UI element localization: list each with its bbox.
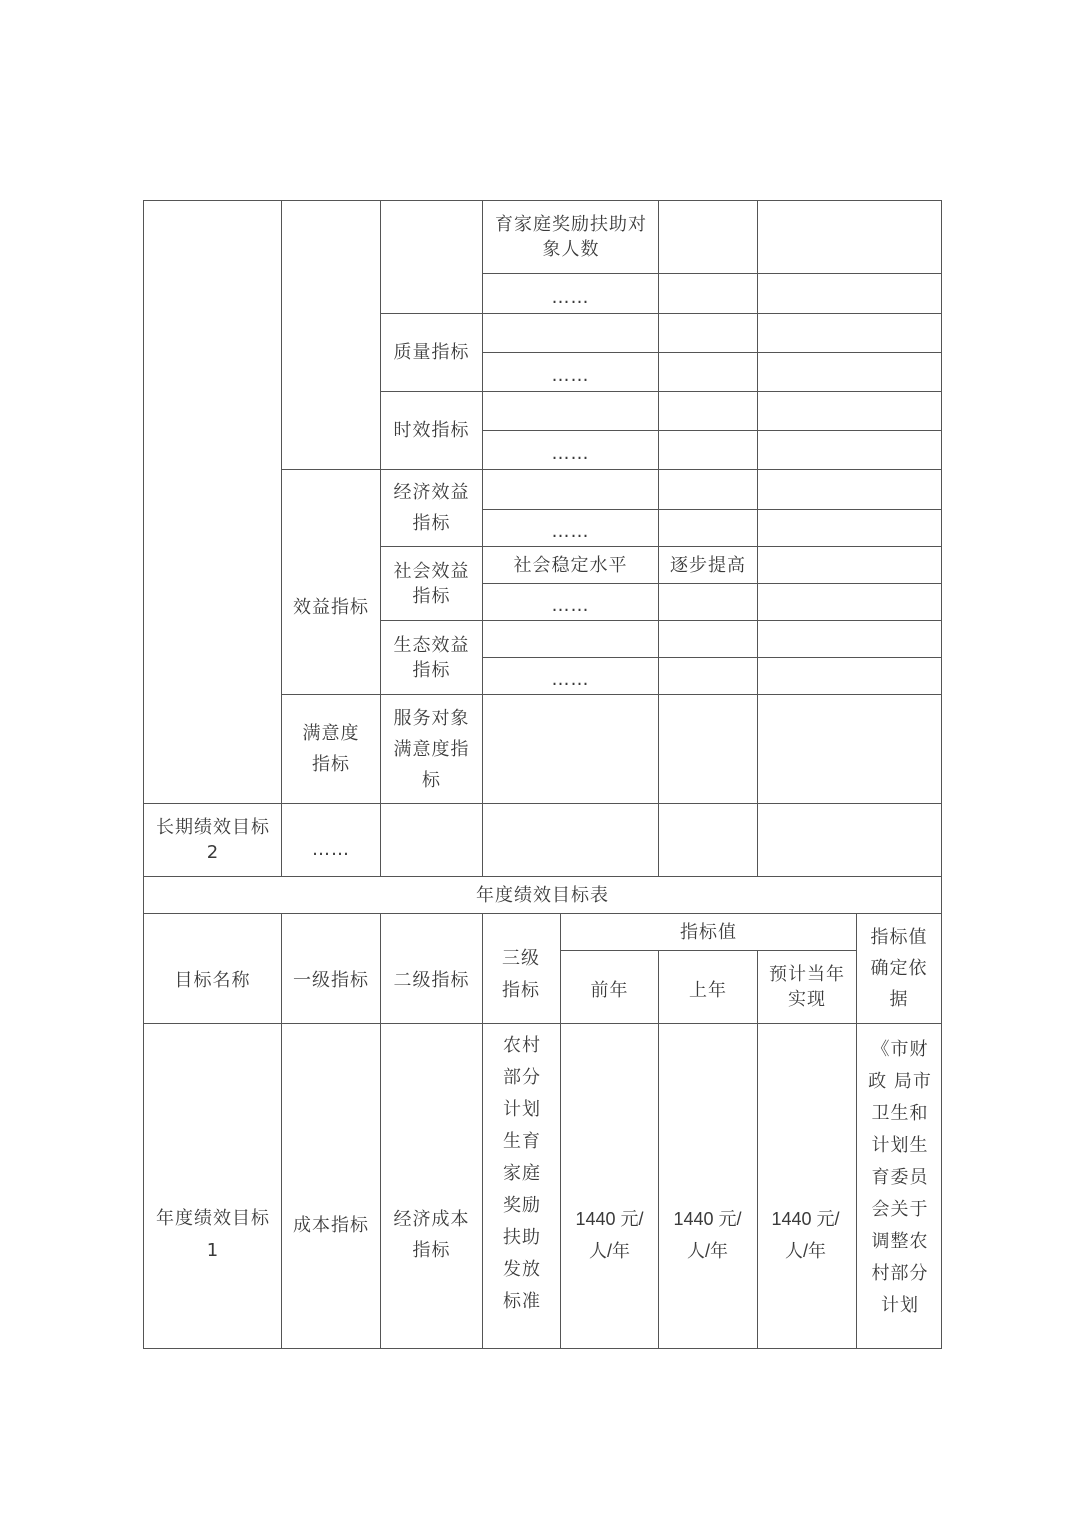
grid-line: [482, 657, 942, 658]
social-stability-value: 逐步提高: [670, 554, 746, 576]
table-border-right: [941, 200, 942, 1349]
level2-social-benefit-indicator: 社会效益指标: [393, 560, 470, 607]
level2-timeliness-indicator: 时效指标: [393, 420, 470, 441]
grid-line: [856, 913, 857, 1349]
level1-satisfaction-indicator: 满意度指标: [302, 723, 360, 775]
header-indicator-value: 指标值: [680, 921, 737, 943]
header-expected: 预计当年实现: [769, 964, 845, 1010]
level1-benefit-indicator: 效益指标: [293, 596, 369, 618]
grid-line: [757, 950, 758, 1349]
grid-line: [482, 913, 483, 1349]
grid-line: [658, 200, 659, 876]
level2-ecological-benefit-indicator: 生态效益指标: [393, 634, 470, 681]
row1-level2: 经济成本指标: [393, 1209, 470, 1261]
grid-line: [482, 583, 942, 584]
table-border-bottom: [143, 1348, 942, 1349]
ellipsis-cell: ……: [551, 594, 590, 616]
level2-quality-indicator: 质量指标: [393, 342, 470, 363]
level2-service-satisfaction-indicator: 服务对象满意度指标: [393, 707, 470, 791]
ellipsis-cell: ……: [551, 668, 590, 690]
row1-level1: 成本指标: [293, 1214, 369, 1236]
row1-level3: 农村部分计划生育家庭奖励扶助发放标准: [503, 1035, 541, 1312]
ellipsis-cell: ……: [551, 365, 590, 386]
ellipsis-cell: ……: [551, 520, 590, 542]
level3-indicator-cell: 育家庭奖励扶助对象人数: [495, 214, 647, 260]
header-last-year: 上年: [689, 979, 727, 1001]
grid-line: [482, 509, 942, 510]
header-level1: 一级指标: [293, 970, 369, 991]
row1-goal: 年度绩效目标1: [156, 1208, 270, 1261]
long-term-goal-2-label: 长期绩效目标2: [156, 817, 270, 863]
ellipsis-cell: ……: [551, 286, 590, 308]
ellipsis-cell: ……: [312, 838, 350, 860]
row1-basis: 《市财政 局市卫生和计划生育委员会关于调整农村部分计划: [868, 1039, 932, 1316]
table-border-left: [143, 200, 144, 1349]
grid-line: [757, 200, 758, 876]
row1-prev-year: 1440 元/人/年: [575, 1209, 644, 1261]
grid-line: [482, 273, 942, 274]
header-level3: 三级指标: [502, 947, 540, 1001]
grid-line: [380, 200, 381, 876]
level2-economic-benefit-indicator: 经济效益指标: [393, 482, 470, 534]
header-level2: 二级指标: [393, 970, 470, 991]
level3-social-stability: 社会稳定水平: [513, 554, 628, 576]
annual-table-title: 年度绩效目标表: [476, 884, 609, 906]
header-prev-year: 前年: [590, 979, 629, 1001]
row1-expected: 1440 元/人/年: [771, 1209, 840, 1261]
grid-line: [482, 352, 942, 353]
header-goal-name: 目标名称: [174, 970, 251, 991]
ellipsis-cell: ……: [551, 443, 590, 464]
row1-last-year: 1440 元/人/年: [673, 1209, 742, 1261]
table-border-top: [143, 200, 942, 201]
header-basis: 指标值确定依据: [870, 927, 928, 1010]
grid-line: [482, 430, 942, 431]
